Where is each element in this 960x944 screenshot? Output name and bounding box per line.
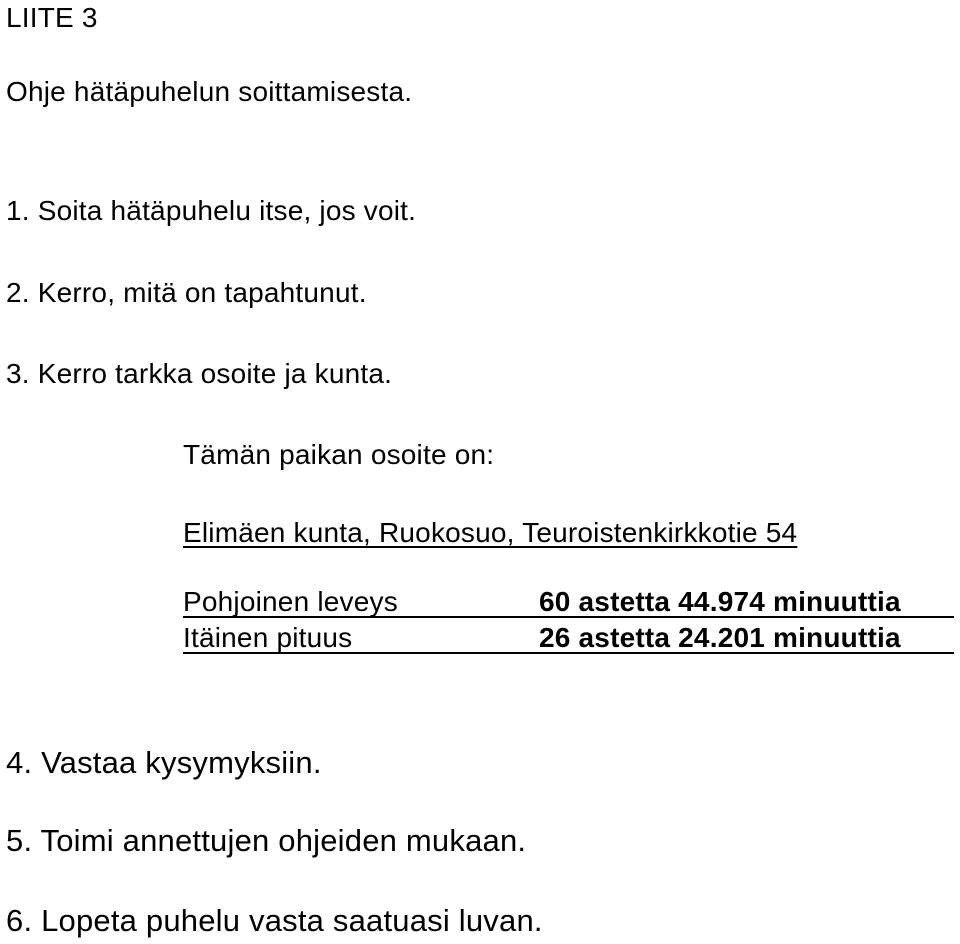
latitude-value: 60 astetta 44.974 minuuttia	[539, 586, 901, 617]
longitude-underline	[183, 652, 954, 654]
appendix-label: LIITE 3	[6, 2, 98, 33]
step-2: 2. Kerro, mitä on tapahtunut.	[6, 277, 367, 308]
longitude-value: 26 astetta 24.201 minuuttia	[539, 622, 901, 653]
address-heading: Tämän paikan osoite on:	[183, 439, 495, 470]
step-1: 1. Soita hätäpuhelu itse, jos voit.	[6, 195, 417, 226]
step-5: 5. Toimi annettujen ohjeiden mukaan.	[6, 823, 527, 858]
longitude-label: Itäinen pituus	[183, 622, 353, 653]
latitude-underline	[183, 616, 954, 618]
document-title: Ohje hätäpuhelun soittamisesta.	[6, 76, 413, 107]
step-6: 6. Lopeta puhelu vasta saatuasi luvan.	[6, 903, 543, 938]
latitude-label: Pohjoinen leveys	[183, 586, 398, 617]
step-3: 3. Kerro tarkka osoite ja kunta.	[6, 358, 393, 389]
step-4: 4. Vastaa kysymyksiin.	[6, 745, 322, 780]
address-text: Elimäen kunta, Ruokosuo, Teuroistenkirkkotie 54	[183, 517, 798, 548]
